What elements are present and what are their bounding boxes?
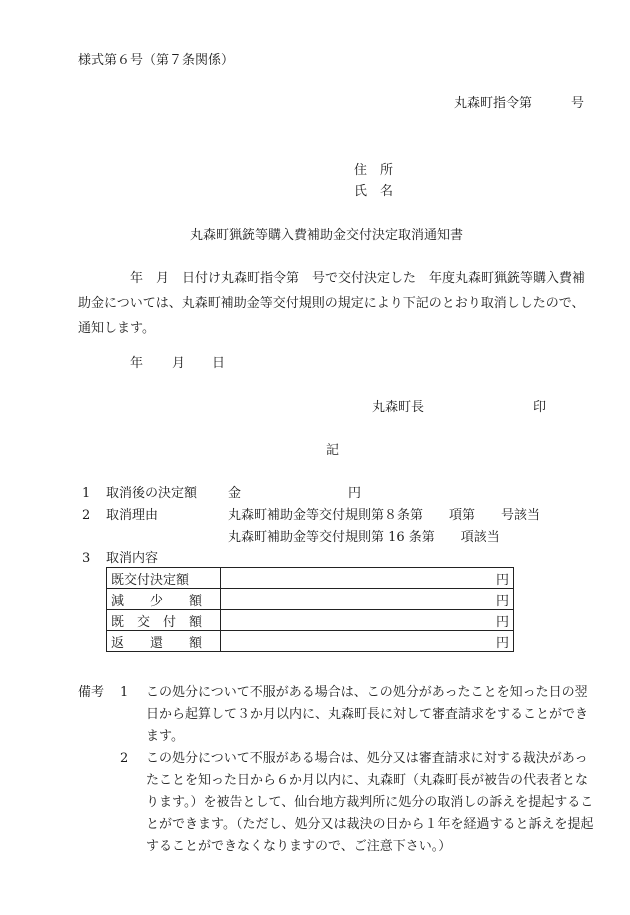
row-unit: 円	[221, 631, 514, 652]
item-1-number: 1	[82, 486, 91, 501]
seal-mark: 印	[533, 400, 547, 415]
table-row	[107, 568, 514, 589]
item-3-number: 3	[82, 551, 91, 566]
note-1-number: 1	[120, 685, 129, 700]
issuer-name: 丸森町長	[372, 400, 425, 415]
row-unit: 円	[221, 610, 514, 631]
item-1-unit: 円	[348, 486, 362, 501]
row-label-issued-decision: 既交付決定額	[107, 568, 221, 589]
note-1-text: この処分について不服がある場合は、この処分があったことを知った日の翌日から起算して３か月以内に、丸森町長に対して審査請求をすることができます。	[146, 685, 589, 744]
name-label: 氏 名	[354, 184, 394, 199]
document-number: 丸森町指令第 号	[454, 96, 585, 111]
row-unit: 円	[221, 568, 514, 589]
note-2-text: この処分について不服がある場合は、処分又は審査請求に対する裁決があったことを知った日から６か月以内に、丸森町（丸森町長が被告の代表者となります。）を被告として、仙台地方裁判所に処分の取消しの訴えを提起することができます。（ただし、処分又は裁決の日から１年を経過すると訴えを提起することができなくなりますので、ご注意下さい。）	[146, 751, 594, 854]
cancellation-table	[106, 567, 514, 652]
table-row	[107, 589, 514, 610]
item-2-line-2: 丸森町補助金等交付規則第 16 条第 項該当	[228, 530, 500, 545]
remarks-label: 備考	[78, 685, 105, 700]
item-1-label: 取消後の決定額	[106, 486, 198, 501]
item-2-number: 2	[82, 508, 91, 523]
item-1-value: 金	[228, 486, 242, 501]
item-2-line-1: 丸森町補助金等交付規則第８条第 項第 号該当	[228, 508, 541, 523]
date-month: 月	[172, 356, 186, 371]
row-unit: 円	[221, 589, 514, 610]
ki-label: 記	[326, 443, 340, 458]
note-2-number: 2	[120, 751, 129, 766]
form-number: 様式第６号（第７条関係）	[78, 53, 235, 68]
date-year: 年	[130, 356, 144, 371]
address-label: 住 所	[354, 163, 394, 178]
row-label-issued: 既 交 付 額	[107, 610, 221, 631]
item-2-label: 取消理由	[106, 508, 159, 523]
row-label-decrease: 減 少 額	[107, 589, 221, 610]
row-label-refund: 返 還 額	[107, 631, 221, 652]
item-3-label: 取消内容	[106, 551, 159, 566]
document-title: 丸森町猟銃等購入費補助金交付決定取消通知書	[190, 228, 464, 243]
table-row	[107, 631, 514, 652]
table-row	[107, 610, 514, 631]
body-text: 年 月 日付け丸森町指令第 号で交付決定した 年度丸森町猟銃等購入費補助金については、丸森町補助金等交付規則の規定により下記のとおり取消ししたので、通知します。	[78, 271, 586, 336]
date-day: 日	[212, 356, 226, 371]
